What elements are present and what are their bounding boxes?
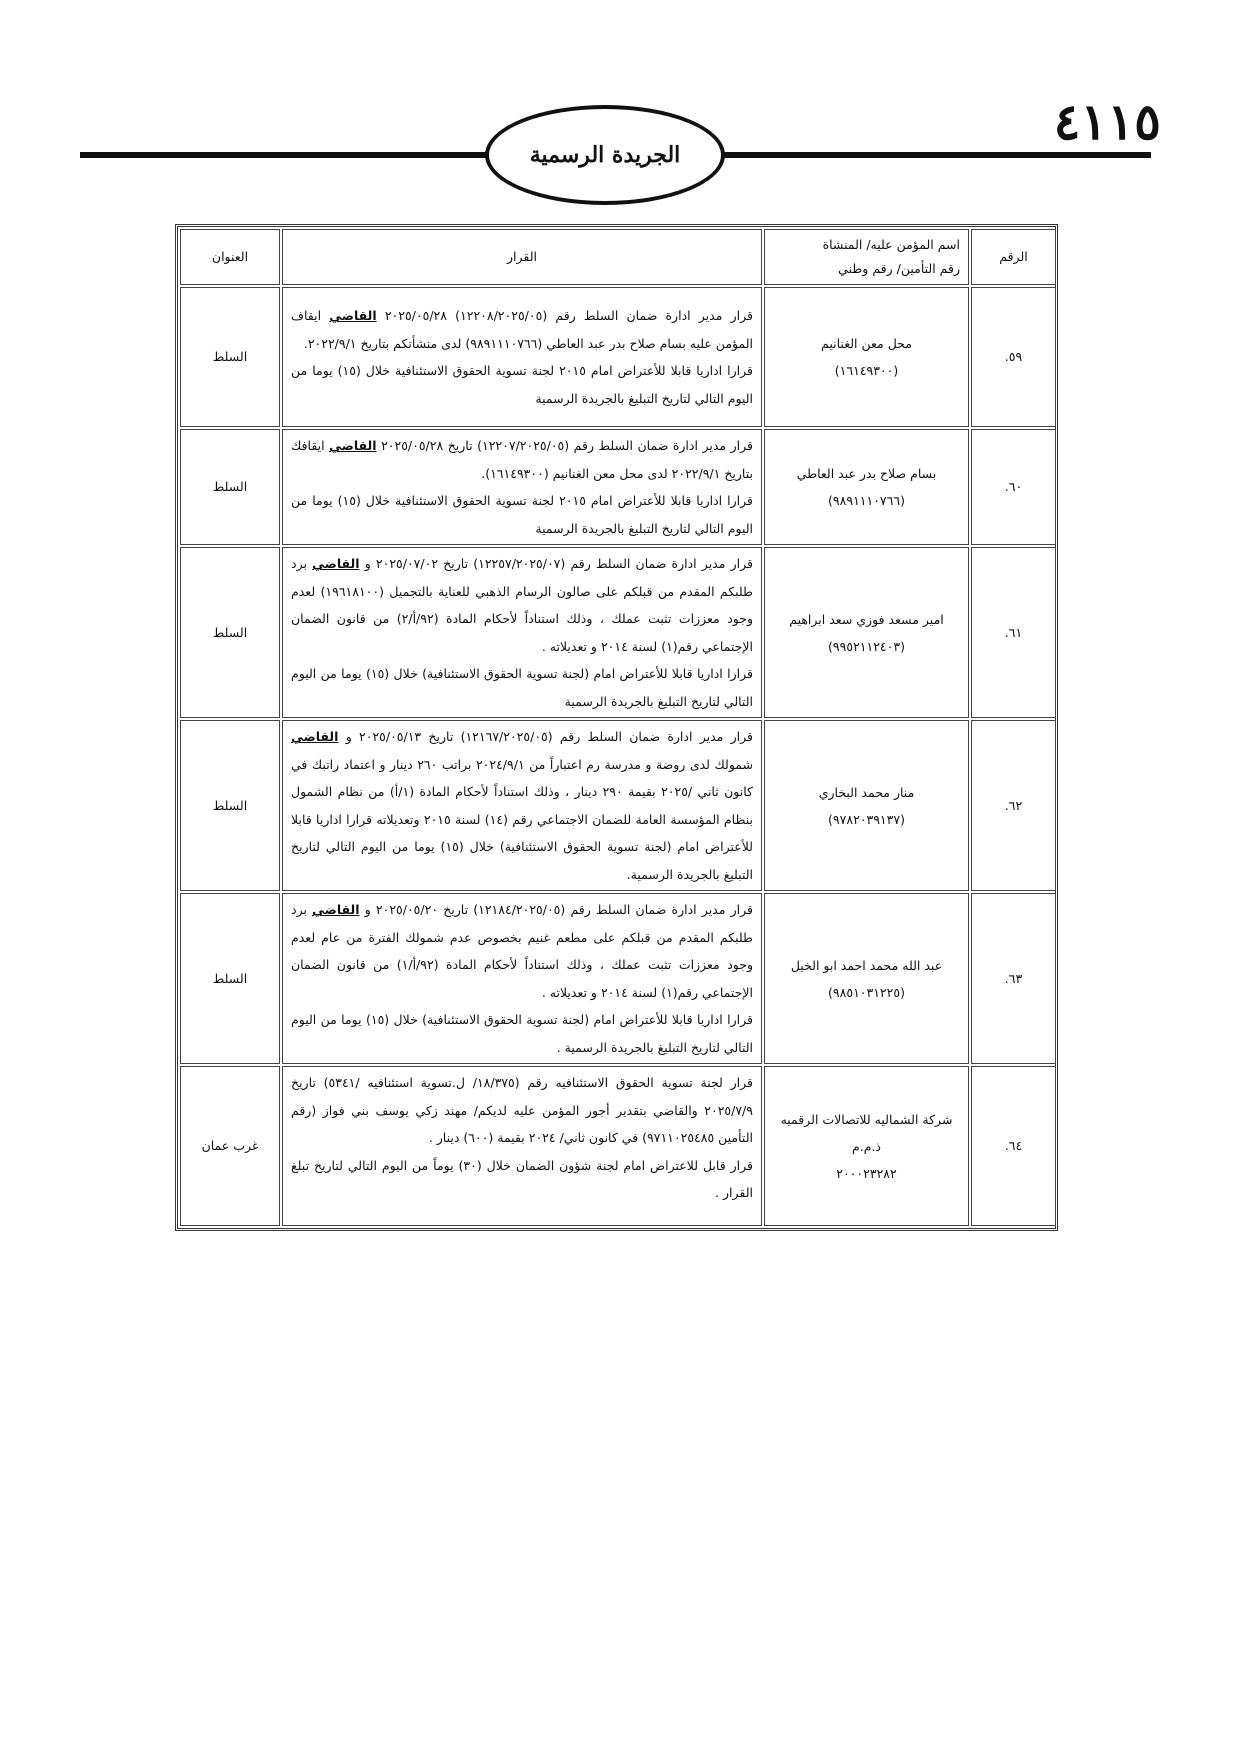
row-decision bbox=[282, 720, 762, 891]
row-name-text: بسام صلاح بدر عبد العاطي bbox=[796, 466, 937, 481]
row-name-text: محل معن الغنانيم bbox=[821, 336, 912, 351]
decision-objection: قرارا اداريا قابلا للأعتراض امام (لجنة تسوية الحقوق الاستئنافية) خلال (١٥) يوما من اليوم التالي لتاريخ التبليغ بالجريدة الرسمية . bbox=[291, 1012, 753, 1055]
decision-keyword: القاضي bbox=[312, 556, 360, 571]
decision-objection: قرارا اداريا قابلا للأعتراض امام (لجنة تسوية الحقوق الاستئنافية) خلال (١٥) يوما من اليوم التالي لتاريخ التبليغ بالجريدة الرسمية bbox=[291, 666, 753, 709]
row-name bbox=[764, 893, 969, 1064]
page-number: ٤١١٥ bbox=[1053, 92, 1161, 151]
row-id: (١٦١٤٩٣٠٠) bbox=[834, 363, 899, 378]
row-address: غرب عمان bbox=[180, 1066, 280, 1226]
row-name bbox=[764, 1066, 969, 1226]
row-decision bbox=[282, 893, 762, 1064]
row-number: ٦٤. bbox=[971, 1066, 1056, 1226]
decisions-table-frame bbox=[175, 224, 1058, 1231]
row-decision bbox=[282, 287, 762, 427]
row-name bbox=[764, 547, 969, 718]
header-address: العنوان bbox=[180, 229, 280, 285]
row-decision bbox=[282, 1066, 762, 1226]
decision-part-1: قرار مدير ادارة ضمان السلط رقم (١٢١٦٧/٢٠٢٥/٠٥) تاريخ ٢٠٢٥/٠٥/١٣ و bbox=[345, 729, 753, 744]
table-row bbox=[180, 1066, 1056, 1226]
row-name-text: منار محمد البخاري bbox=[818, 784, 915, 800]
row-name-text: امير مسعد فوزي سعد ابراهيم bbox=[789, 611, 944, 627]
decision-keyword: القاضي bbox=[312, 902, 360, 917]
row-address: السلط bbox=[180, 547, 280, 718]
decision-keyword: القاضي bbox=[329, 308, 377, 323]
decision-part-1: قرار مدير ادارة ضمان السلط رقم (١٢٢٥٧/٢٠٢٥/٠٧) تاريخ ٢٠٢٥/٠٧/٠٢ و bbox=[364, 556, 753, 571]
table-row bbox=[180, 287, 1056, 427]
row-id: (٩٩٥٢١١٢٤٠٣) bbox=[828, 638, 905, 654]
row-number: ٦٣. bbox=[971, 893, 1056, 1064]
header-number: الرقم bbox=[971, 229, 1056, 285]
row-decision bbox=[282, 429, 762, 545]
header-name-line1: اسم المؤمن عليه/ المنشاة bbox=[822, 237, 960, 252]
decision-keyword: القاضي bbox=[291, 729, 339, 744]
header-name bbox=[764, 229, 969, 285]
decision-objection: قرارا اداريا قابلا للأعتراض امام ٢٠١٥ لجنة تسوية الحقوق الاستئنافية خلال (١٥) يوما من اليوم التالي لتاريخ التبليغ بالجريدة الرسمية bbox=[291, 493, 753, 536]
decision-objection: قرارا اداريا قابلا للأعتراض امام ٢٠١٥ لجنة تسوية الحقوق الاستئنافية خلال (١٥) يوما من اليوم التالي لتاريخ التبليغ بالجريدة الرسمية bbox=[291, 363, 753, 406]
decision-keyword: القاضي bbox=[329, 438, 377, 453]
row-name-text: شركة الشماليه للاتصالات الرقميه bbox=[780, 1111, 953, 1127]
decisions-table bbox=[178, 227, 1058, 1228]
row-number: ٦١. bbox=[971, 547, 1056, 718]
row-name bbox=[764, 429, 969, 545]
decision-part-2: ايقاف المؤمن عليه بسام صلاح بدر عبد العاطي (٩٨٩١١١٠٧٦٦) لدى منشأتكم بتاريخ ٢٠٢٢/٩/١. bbox=[291, 308, 753, 351]
row-address: السلط bbox=[180, 429, 280, 545]
row-name bbox=[764, 287, 969, 427]
decision-part-1: قرار مدير ادارة ضمان السلط رقم (١٢٢٠٨/٢٠٢٥/٠٥) ٢٠٢٥/٠٥/٢٨ bbox=[384, 308, 753, 323]
header-title: الجريدة الرسمية bbox=[529, 142, 681, 168]
row-number: ٦٠. bbox=[971, 429, 1056, 545]
table-header-row bbox=[180, 229, 1056, 285]
table-row bbox=[180, 429, 1056, 545]
header-decision: القرار bbox=[282, 229, 762, 285]
row-address: السلط bbox=[180, 287, 280, 427]
row-number: ٦٢. bbox=[971, 720, 1056, 891]
decision-objection: قرار قابل للاعتراض امام لجنة شؤون الضمان خلال (٣٠) يوماً من اليوم التالي لتاريخ تبلغ القرار . bbox=[291, 1157, 753, 1200]
decision-part-2: شمولك لدى روضة و مدرسة رم اعتباراً من ٢٠٢٤/٩/١ براتب ٢٦٠ دينار و اعتماد راتبك في كانون ثاني /٢٠٢٥ بقيمة ٢٩٠ دينار ، وذلك استناداً لأحكام المادة (١/أ) من نظام الشمول بنظام المؤسسة العامة للضمان الاجتماعي رقم (١٤) لسنة ٢٠١٥ وتعديلاته قرارا اداريا قابلا للأعتراض امام (لجنة تسوية الحقوق الاستئنافية) خلال (١٥) يوما من اليوم التالي لتاريخ التبليغ بالجريدة الرسمية. bbox=[291, 756, 753, 882]
row-address: السلط bbox=[180, 720, 280, 891]
row-name-text: عبد الله محمد احمد ابو الخيل bbox=[790, 957, 943, 973]
table-row bbox=[180, 720, 1056, 891]
row-number: ٥٩. bbox=[971, 287, 1056, 427]
row-company-type: ذ.م.م bbox=[852, 1138, 881, 1154]
row-id: ٢٠٠٠٢٣٢٨٢ bbox=[836, 1165, 897, 1181]
decision-part-1: قرار لجنة تسوية الحقوق الاستئنافيه رقم (١٨/٣٧٥/ ل.تسوية استئنافيه /٥٣٤١) تاريخ ٢٠٢٥/٧/٩ والقاضي بتقدير أجور المؤمن عليه لديكم/ مهند زكي يوسف بني فواز (رقم التأمين ٩٧١١٠٢٥٤٨٥) في كانون ثاني/ ٢٠٢٤ بقيمة (٦٠٠) دينار . bbox=[291, 1075, 753, 1145]
row-id: (٩٧٨٢٠٣٩١٣٧) bbox=[828, 811, 905, 827]
decision-part-1: قرار مدير ادارة ضمان السلط رقم (١٢١٨٤/٢٠٢٥/٠٥) تاريخ ٢٠٢٥/٠٥/٢٠ و bbox=[364, 902, 753, 917]
header-oval bbox=[485, 105, 725, 205]
row-decision bbox=[282, 547, 762, 718]
table-row bbox=[180, 893, 1056, 1064]
decision-part-1: قرار مدير ادارة ضمان السلط رقم (١٢٢٠٧/٢٠٢٥/٠٥) تاريخ ٢٠٢٥/٠٥/٢٨ bbox=[381, 438, 753, 453]
row-address: السلط bbox=[180, 893, 280, 1064]
table-row bbox=[180, 547, 1056, 718]
decision-part-2: ايقافك بتاريخ ٢٠٢٢/٩/١ لدى محل معن الغنانيم (١٦١٤٩٣٠٠). bbox=[291, 438, 753, 481]
header-name-line2: رقم التأمين/ رقم وطني bbox=[838, 261, 960, 276]
row-name bbox=[764, 720, 969, 891]
row-id: (٩٨٩١١١٠٧٦٦) bbox=[828, 493, 905, 508]
row-id: (٩٨٥١٠٣١٢٢٥) bbox=[828, 984, 905, 1000]
decision-part-2: برد طلبكم المقدم من قبلكم على صالون الرسام الذهبي للعناية بالتجميل (١٩٦١٨١٠٠) لعدم وجود معززات تثبت عملك ، وذلك استناداً لأحكام المادة (٩٢/أ/٢) من قانون الضمان الإجتماعي رقم(١) لسنة ٢٠١٤ و تعديلاته . bbox=[291, 556, 753, 654]
decision-part-2: برد طلبكم المقدم من قبلكم على مطعم غنيم بخصوص عدم شمولك الفترة من عام لعدم وجود معززات تثبت عملك ، وذلك استناداً لأحكام المادة (٩٢/أ/١) من قانون الضمان الإجتماعي رقم(١) لسنة ٢٠١٤ و تعديلاته . bbox=[291, 902, 753, 1000]
